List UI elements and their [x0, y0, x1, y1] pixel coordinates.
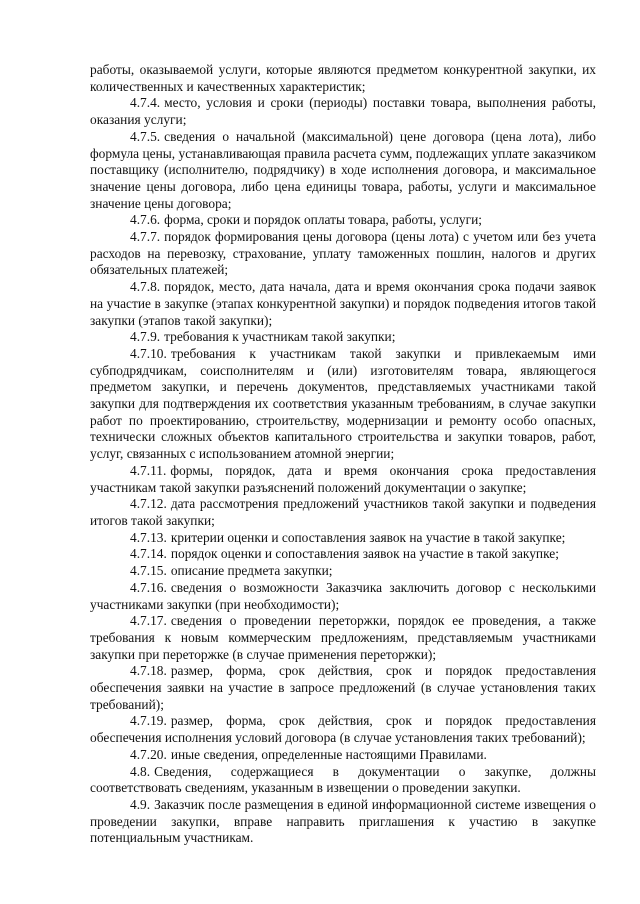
paragraph-4-7-11	[90, 463, 596, 496]
paragraph-text: описание предмета закупки;	[170, 563, 333, 579]
paragraph-number: 4.7.20.	[130, 746, 167, 762]
paragraph-continuation	[90, 62, 596, 95]
paragraph-4-8	[90, 764, 596, 797]
paragraph-text: дата рассмотрения предложений участников такой закупки и подведения итогов такой закупки;	[90, 496, 596, 528]
paragraph-number: 4.7.13.	[130, 529, 167, 545]
paragraph-4-7-4	[90, 95, 596, 128]
paragraph-text: порядок, место, дата начала, дата и время окончания срока подачи заявок на участие в закупке (этапах конкурентной закупки) и порядок подведения итогов такой закупки (этапов такой закупки);	[90, 279, 596, 328]
paragraph-text: сведения о проведении переторжки, порядок ее проведения, а также требования к новым коммерческим предложениям, представляемым участниками закупки при переторжке (в случае применения переторжки);	[90, 613, 596, 662]
paragraph-text: форма, сроки и порядок оплаты товара, работы, услуги;	[164, 212, 483, 228]
document-page	[90, 62, 596, 847]
paragraph-number: 4.7.5.	[130, 128, 161, 144]
paragraph-number: 4.7.6.	[130, 212, 161, 228]
paragraph-text: формы, порядок, дата и время окончания срока предоставления участникам такой закупки разъяснений положений документации о закупке;	[90, 462, 596, 495]
paragraph-4-7-17	[90, 613, 596, 663]
paragraph-number: 4.7.4.	[130, 95, 161, 111]
paragraph-number: 4.7.12.	[130, 496, 167, 512]
paragraph-number: 4.7.10.	[130, 345, 167, 361]
paragraph-number: 4.9.	[130, 796, 151, 812]
paragraph-text: Заказчик после размещения в единой информационной системе извещения о проведении закупки, вправе направить приглашения к участию в закупке потенциальным участникам.	[90, 796, 596, 846]
paragraph-4-7-20	[90, 747, 596, 764]
paragraph-4-7-9	[90, 329, 596, 346]
paragraph-text: Сведения, содержащиеся в документации о закупке, должны соответствовать сведениям, указанным в извещении о проведении закупки.	[90, 763, 596, 796]
paragraph-4-7-7	[90, 229, 596, 279]
paragraph-text: место, условия и сроки (периоды) поставки товара, выполнения работы, оказания услуги;	[90, 95, 596, 128]
paragraph-4-7-13	[90, 530, 596, 547]
paragraph-text: требования к участникам такой закупки и привлекаемым ими субподрядчикам, соисполнителям и (или) изготовителям товара, являющегося предметом закупки, и перечень документов, представляемых участниками такой закупки для подтверждения их соответствия указанным требованиям, в случае закупки работ по проектированию, строительству, модернизации и ремонту особо опасных, технически сложных объектов капитального строительства и закупки товаров, работ, услуг, связанных с использованием атомной энергии;	[90, 345, 596, 462]
paragraph-text: сведения о возможности Заказчика заключить договор с несколькими участниками закупки (при необходимости);	[90, 579, 596, 612]
paragraph-text: размер, форма, срок действия, срок и порядок предоставления обеспечения заявки на участие в запросе предложений (в случае установления таких требований);	[90, 663, 596, 712]
paragraph-4-7-5	[90, 129, 596, 213]
paragraph-text: размер, форма, срок действия, срок и порядок предоставления обеспечения исполнения условий договора (в случае установления таких требований);	[90, 713, 596, 746]
paragraph-number: 4.7.9.	[130, 329, 161, 345]
paragraph-4-7-8	[90, 279, 596, 329]
paragraph-number: 4.7.15.	[130, 563, 167, 579]
paragraph-text: порядок оценки и сопоставления заявок на участие в такой закупке;	[170, 546, 559, 562]
paragraph-number: 4.7.16.	[130, 579, 167, 595]
paragraph-4-7-19	[90, 713, 596, 746]
paragraph-number: 4.7.18.	[130, 663, 167, 679]
paragraph-number: 4.7.7.	[130, 229, 161, 245]
paragraph-4-7-6	[90, 212, 596, 229]
paragraph-4-7-10	[90, 346, 596, 463]
paragraph-text: иные сведения, определенные настоящими Правилами.	[170, 746, 487, 762]
paragraph-number: 4.7.11.	[130, 462, 167, 478]
paragraph-text: требования к участникам такой закупки;	[164, 329, 396, 345]
paragraph-number: 4.7.8.	[130, 279, 161, 295]
paragraph-4-7-16	[90, 580, 596, 613]
paragraph-number: 4.7.19.	[130, 713, 167, 729]
paragraph-4-9	[90, 797, 596, 847]
paragraph-number: 4.7.17.	[130, 613, 167, 629]
paragraph-4-7-15	[90, 563, 596, 580]
paragraph-4-7-12	[90, 496, 596, 529]
paragraph-text: работы, оказываемой услуги, которые являются предметом конкурентной закупки, их количественных и качественных характеристик;	[90, 62, 596, 94]
paragraph-text: критерии оценки и сопоставления заявок на участие в такой закупке;	[170, 529, 566, 545]
paragraph-4-7-14	[90, 546, 596, 563]
paragraph-number: 4.7.14.	[130, 546, 167, 562]
paragraph-number: 4.8.	[130, 763, 151, 779]
paragraph-text: порядок формирования цены договора (цены лота) с учетом или без учета расходов на перевозку, страхование, уплату таможенных пошлин, налогов и других обязательных платежей;	[90, 229, 596, 278]
paragraph-4-7-18	[90, 663, 596, 713]
paragraph-text: сведения о начальной (максимальной) цене договора (цена лота), либо формула цены, устанавливающая правила расчета сумм, подлежащих уплате заказчиком поставщику (исполнителю, подрядчику) в ходе исполнения договора, и максимальное значение цены договора, либо цена единицы товара, работы, услуги и максимальное значение цены договора;	[90, 128, 596, 211]
